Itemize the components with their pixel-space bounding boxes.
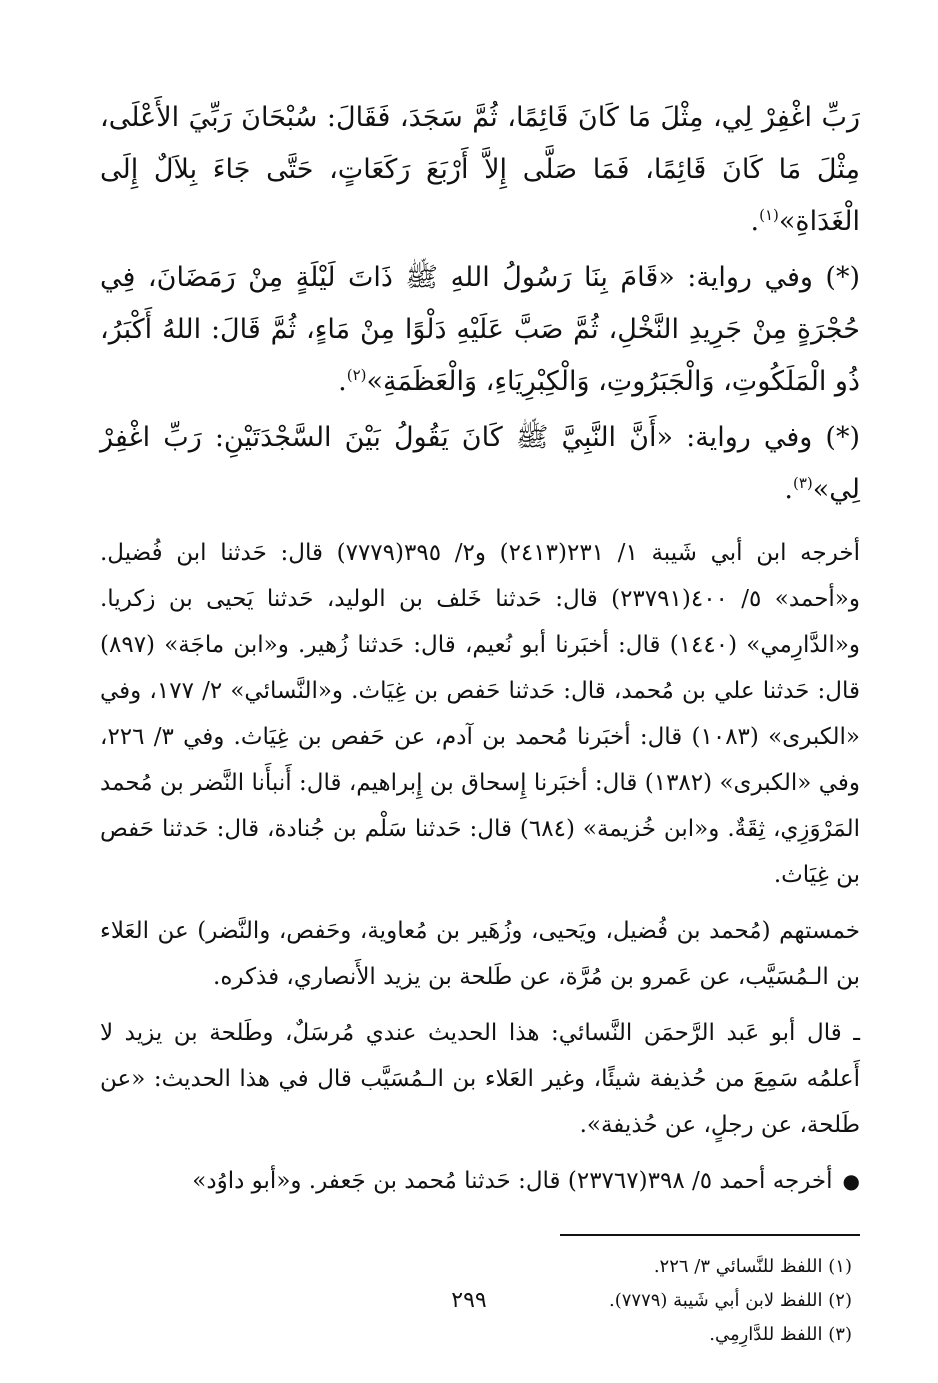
takhrij-paragraph-2: خمستهم (مُحمد بن فُضيل، ويَحيى، وزُهَير بن مُعاوية، وحَفص، والنَّضر) عن العَلاء بن الـمُسَيَّب، عن عَمرو بن مُرَّة، عن طَلحة بن يزيد الأَنصاري، فذكره. <box>100 918 860 990</box>
takhrij-paragraph-1: أخرجه ابن أبي شَيبة ١/ ٢٣١(٢٤١٣) و٢/ ٣٩٥(٧٧٧٩) قال: حَدثنا ابن فُضيل. و«أحمد» ٥/ ٤٠٠(٢٣٧٩١) قال: حَدثنا خَلف بن الوليد، حَدثنا يَحيى بن زكريا. و«الدَّارِمي» (١٤٤٠) قال: أخبَرنا أبو نُعيم، قال: حَدثنا زُهير. و«ابن ماجَة» (٨٩٧) قال: حَدثنا علي بن مُحمد، قال: حَدثنا حَفص بن غِيَاث. و«النَّسائي» ٢/ ١٧٧، وفي «الكبرى» (١٠٨٣) قال: أخبَرنا مُحمد بن آدم، عن حَفص بن غِيَاث. وفي ٣/ ٢٢٦، وفي «الكبرى» (١٣٨٢) قال: أخبَرنا إِسحاق بن إِبراهيم، قال: أَنبأَنا النَّضر بن مُحمد المَرْوَزِي، ثِقَةٌ. و«ابن خُزيمة» (٦٨٤) قال: حَدثنا سَلْم بن جُنادة، قال: حَدثنا حَفص بن غِيَاث. <box>100 540 860 888</box>
takhrij-section <box>100 530 860 1204</box>
footnote-ref-2: (٢) <box>346 366 367 384</box>
page-body <box>100 92 860 1352</box>
rewaya-2-text: (*) وفي رواية: «أَنَّ النَّبِيَّ ﷺ كَانَ يَقُولُ بَيْنَ السَّجْدَتَيْنِ: رَبِّ اغْفِرْ لِي» <box>100 422 860 505</box>
footnote-ref-3: (٣) <box>792 474 813 492</box>
footnote-2: (٢) اللفظ لابن أبي شَيبة (٧٧٧٩). <box>608 1290 852 1311</box>
hadith-opening: رَبِّ اغْفِرْ لِي، مِثْلَ مَا كَانَ قَائِمًا، ثُمَّ سَجَدَ، فَقَالَ: سُبْحَانَ رَبِّيَ الأَعْلَى، مِثْلَ مَا كَانَ قَائِمًا، فَمَا صَلَّى إِلاَّ أَرْبَعَ رَكَعَاتٍ، حَتَّى جَاءَ بِلاَلٌ إِلَى الْغَدَاةِ»$^{(١)}$. <box>100 102 860 237</box>
takhrij-paragraph-4-text: أخرجه أحمد ٥/ ٣٩٨(٢٣٧٦٧) قال: حَدثنا مُحمد بن جَعفر. و«أبو داوُد» <box>192 1168 833 1194</box>
hadith-rewaya-1: (*) وفي رواية: «قَامَ بِنَا رَسُولُ اللهِ ﷺ ذَاتَ لَيْلَةٍ مِنْ رَمَضَانَ، فِي حُجْرَةٍ مِنْ جَرِيدِ النَّخْلِ، ثُمَّ صَبَّ عَلَيْهِ دَلْوًا مِنْ مَاءٍ، ثُمَّ قَالَ: اللهُ أَكْبَرُ، ذُو الْمَلَكُوتِ، وَالْجَبَرُوتِ، وَالْكِبْرِيَاءِ، وَالْعَظَمَةِ»$^{(٢)}$. <box>100 262 860 397</box>
hadith-opening-text: رَبِّ اغْفِرْ لِي، مِثْلَ مَا كَانَ قَائِمًا، ثُمَّ سَجَدَ، فَقَالَ: سُبْحَانَ رَبِّيَ الأَعْلَى، مِثْلَ مَا كَانَ قَائِمًا، فَمَا صَلَّى إِلاَّ أَرْبَعَ رَكَعَاتٍ، حَتَّى جَاءَ بِلاَلٌ إِلَى الْغَدَاةِ» <box>100 102 860 237</box>
hadith-rewaya-2: (*) وفي رواية: «أَنَّ النَّبِيَّ ﷺ كَانَ يَقُولُ بَيْنَ السَّجْدَتَيْنِ: رَبِّ اغْفِرْ لِي»$^{(٣)}$. <box>100 422 860 505</box>
bullet-icon: ● <box>842 1169 860 1193</box>
takhrij-paragraph-3: ـ قال أبو عَبد الرَّحمَن النَّسائي: هذا الحديث عندي مُرسَلٌ، وطَلحة بن يزيد لا أَعلمُه سَمِعَ من حُذيفة شيئًا، وغير العَلاء بن الـمُسَيَّب قال في هذا الحديث: «عن طَلحة، عن رجلٍ، عن حُذيفة». <box>100 1020 860 1138</box>
takhrij-paragraph-4 <box>100 1158 860 1204</box>
footnote-ref-1: (١) <box>759 206 779 224</box>
page-number: ٢٩٩ <box>451 1288 487 1313</box>
footnote-3: (٣) اللفظ للدَّارِمِي. <box>709 1324 852 1345</box>
footnote-1: (١) اللفظ للنَّسائي ٣/ ٢٢٦. <box>653 1256 852 1277</box>
rewaya-1-text: (*) وفي رواية: «قَامَ بِنَا رَسُولُ اللهِ ﷺ ذَاتَ لَيْلَةٍ مِنْ رَمَضَانَ، فِي حُجْرَةٍ مِنْ جَرِيدِ النَّخْلِ، ثُمَّ صَبَّ عَلَيْهِ دَلْوًا مِنْ مَاءٍ، ثُمَّ قَالَ: اللهُ أَكْبَرُ، ذُو الْمَلَكُوتِ، وَالْجَبَرُوتِ، وَالْكِبْرِيَاءِ، وَالْعَظَمَةِ» <box>100 262 860 397</box>
hadith-text <box>100 92 860 516</box>
footnote-separator <box>560 1234 860 1236</box>
